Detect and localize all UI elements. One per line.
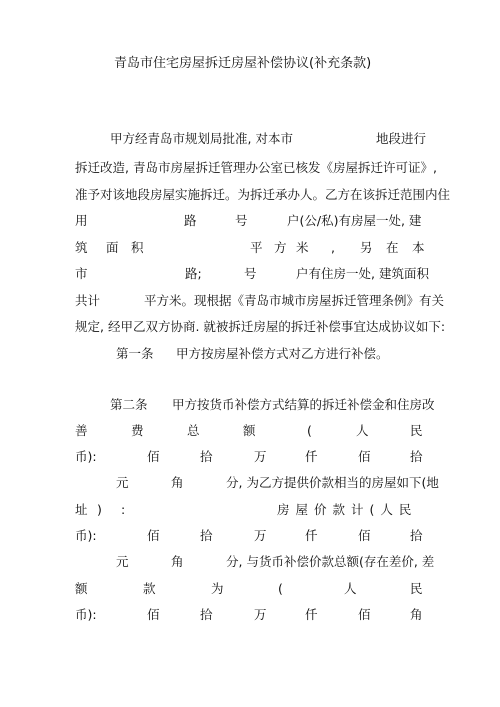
paragraph-line: 币): 佰 拾 万 仟 佰 拾 [75, 528, 423, 543]
paragraph-line: 址 ) : 房屋价款计(人民 [75, 502, 418, 517]
paragraph-line: 准予对该地段房屋实施拆迁。为拆迁承办人。乙方在该拆迁范围内住 [75, 187, 451, 202]
paragraph-line: 币): 佰 拾 万 仟 佰 拾 [75, 449, 423, 464]
clause-2: 第二条 甲方按货币补偿方式结算的拆迁补偿金和住房改 [0, 394, 500, 416]
paragraph-line: 善 费 总 额 ( 人 民 [75, 423, 423, 438]
paragraph-line: 规定, 经甲乙双方协商. 就被拆迁房屋的拆迁补偿事宜达成协议如下: [75, 319, 446, 334]
paragraph-line: 甲方经青岛市规划局批准, 对本市 地段进行 [110, 131, 427, 146]
paragraph-line: 币): 佰 拾 万 仟 佰 角 [75, 607, 423, 622]
paragraph-line: 筑 面 积 平 方 米 , 另 在 本 [75, 240, 425, 255]
clause-label: 第一条 [116, 346, 154, 361]
paragraph-line: 拆迁改造, 青岛市房屋拆迁管理办公室已核发《房屋拆迁许可证》, [75, 160, 437, 175]
paragraph-line: 共计 平方米。现根据《青岛市城市房屋拆迁管理条例》有关 [75, 293, 445, 308]
clause-label: 第二条 [110, 397, 148, 412]
clause-1: 第一条 甲方按房屋补偿方式对乙方进行补偿。 [0, 343, 500, 365]
paragraph-line: 元 角 分, 与货币补偿价款总额(存在差价, 差 [116, 554, 435, 569]
paragraph-line: 额 款 为 ( 人 民 [75, 581, 423, 596]
paragraph-line: 元 角 分, 为乙方提供价款相当的房屋如下(地 [116, 475, 439, 490]
paragraph-line: 用 路 号 户(公/私)有房屋一处, 建 [75, 213, 422, 228]
document-title: 青岛市住宅房屋拆迁房屋补偿协议(补充条款) [114, 56, 372, 71]
paragraph-line: 市 路; 号 户有住房一处, 建筑面积 [75, 266, 429, 281]
